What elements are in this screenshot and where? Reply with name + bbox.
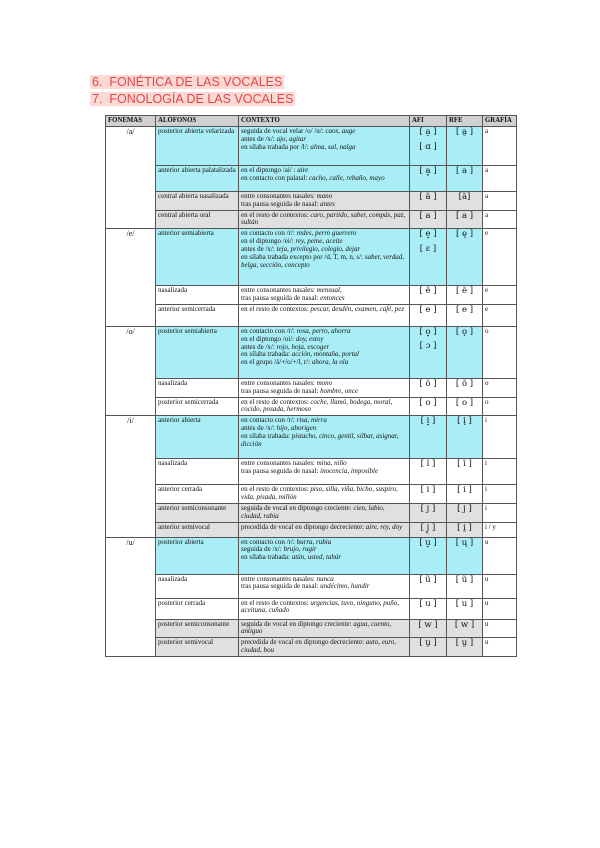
rfe-cell: [ ũ ] bbox=[447, 574, 483, 598]
contexto-examples: hijo, aborigen bbox=[276, 424, 317, 433]
rfe-cell: [ ų ] bbox=[447, 537, 483, 574]
afi-cell bbox=[410, 598, 447, 619]
afi-cell bbox=[410, 416, 447, 459]
contexto-examples: ahora, la ola bbox=[311, 358, 349, 367]
contexto-examples: ajo, agitar bbox=[276, 134, 307, 143]
grafia-cell: e bbox=[483, 229, 517, 286]
alofono-cell: nasalizada bbox=[156, 378, 239, 397]
grafia-cell: i bbox=[483, 459, 517, 485]
afi-cell bbox=[410, 619, 447, 638]
grafia-cell: a bbox=[483, 210, 517, 229]
alofono-cell: posterior abierta velarizada bbox=[156, 127, 239, 166]
header-fonemas: FONEMAS bbox=[106, 116, 156, 127]
contexto-line bbox=[241, 639, 407, 655]
grafia-cell: u bbox=[483, 537, 517, 574]
contexto-cell bbox=[239, 503, 410, 522]
contexto-examples: auto, euro, ciudad, bou bbox=[241, 638, 397, 655]
contexto-rule: tras pausa seguida de nasal: bbox=[241, 294, 321, 303]
contexto-cell bbox=[239, 192, 410, 211]
contexto-examples: mono bbox=[316, 378, 333, 387]
contexto-rule: en el resto de contextos: bbox=[241, 485, 311, 494]
contexto-cell bbox=[239, 416, 410, 459]
contexto-line bbox=[241, 621, 407, 637]
afi-symbol: [ ã ] bbox=[419, 192, 437, 202]
fonema-cell: /a/ bbox=[106, 127, 156, 229]
rfe-cell: [ a ] bbox=[447, 166, 483, 192]
contexto-examples: aire bbox=[297, 166, 309, 174]
grafia-cell: a bbox=[483, 192, 517, 211]
alofono-cell: central abierta nasalizada bbox=[156, 192, 239, 211]
contexto-examples: entonces bbox=[320, 294, 345, 303]
grafia-cell: u bbox=[483, 638, 517, 657]
heading-fonetica bbox=[90, 74, 295, 91]
heading-text: FONOLOGÍA DE LAS VOCALES bbox=[109, 92, 294, 106]
grafia-cell: i bbox=[483, 485, 517, 504]
afi-symbol: [ u ] bbox=[419, 598, 437, 609]
contexto-line bbox=[241, 524, 407, 532]
contexto-cell bbox=[239, 397, 410, 416]
heading-number: 7. bbox=[92, 92, 103, 106]
contexto-examples: undécimo, hundir bbox=[320, 582, 370, 591]
grafia-cell: a bbox=[483, 127, 517, 166]
contexto-rule: seguida de vocal en diptongo creciente: bbox=[241, 503, 354, 512]
rfe-cell: [ i ] bbox=[447, 485, 483, 504]
header-grafia: GRAFÍA bbox=[483, 116, 517, 127]
contexto-rule: en sílaba trabada por /l/: bbox=[241, 142, 311, 151]
afi-symbol: [ i̞ ] bbox=[420, 416, 436, 427]
grafia-cell: i bbox=[483, 503, 517, 522]
contexto-line bbox=[241, 175, 407, 183]
table-row bbox=[106, 127, 517, 166]
fonema-cell: /o/ bbox=[106, 326, 156, 415]
table-row bbox=[106, 459, 517, 485]
table-row bbox=[106, 638, 517, 657]
contexto-cell bbox=[239, 485, 410, 504]
contexto-examples: aire, rey, doy bbox=[365, 522, 403, 531]
contexto-rule: en el grupo /á/+/o/+/l, r/: bbox=[241, 358, 312, 367]
rfe-cell: [ ę ] bbox=[447, 229, 483, 286]
contexto-examples: nunca bbox=[316, 574, 334, 583]
afi-cell bbox=[410, 229, 447, 286]
contexto-examples: mano bbox=[316, 192, 333, 200]
contexto-rule: en sílaba trabada excepto por /d, T, m, n, s/: bbox=[241, 252, 365, 261]
table-row bbox=[106, 229, 517, 286]
contexto-cell bbox=[239, 166, 410, 192]
contexto-examples: rosa, perro, ahorra bbox=[296, 326, 351, 335]
header-contexto: CONTEXTO bbox=[239, 116, 410, 127]
alofono-cell: posterior semicerrada bbox=[156, 397, 239, 416]
contexto-cell bbox=[239, 210, 410, 229]
contexto-examples: alma, sal, nalga bbox=[310, 142, 356, 151]
alofono-cell: posterior abierta bbox=[156, 537, 239, 574]
contexto-cell bbox=[239, 229, 410, 286]
vowel-phonetics-table bbox=[105, 115, 517, 657]
table-row bbox=[106, 537, 517, 574]
alofono-cell: anterior semivocal bbox=[156, 522, 239, 537]
afi-symbol: [ ɔ ] bbox=[419, 341, 437, 352]
contexto-rule: en el diptongo /ai/ : bbox=[241, 166, 298, 174]
contexto-examples: cien, labio, ciudad, rabia bbox=[241, 503, 385, 520]
contexto-line bbox=[241, 201, 407, 209]
contexto-cell bbox=[239, 638, 410, 657]
grafia-cell: u bbox=[483, 619, 517, 638]
afi-symbol: [ e̞ ] bbox=[419, 229, 437, 240]
contexto-examples: redes, perro guerrero bbox=[296, 229, 357, 238]
header-afi: AFI bbox=[410, 116, 447, 127]
alofono-cell: anterior abierta bbox=[156, 416, 239, 459]
contexto-examples: pescar, desdén, examen, café, pez bbox=[310, 304, 405, 313]
afi-cell bbox=[410, 378, 447, 397]
contexto-cell bbox=[239, 304, 410, 326]
table-row bbox=[106, 574, 517, 598]
afi-cell bbox=[410, 192, 447, 211]
contexto-cell bbox=[239, 537, 410, 574]
rfe-cell: [ j ] bbox=[447, 503, 483, 522]
contexto-rule: en el diptongo /ei/: bbox=[241, 237, 296, 246]
contexto-line bbox=[241, 554, 407, 562]
contexto-examples: mensual, bbox=[316, 286, 342, 295]
contexto-examples: cacho, calle, rebaño, mayo bbox=[309, 173, 385, 182]
rfe-cell: [ã] bbox=[447, 192, 483, 211]
contexto-examples: acción, montaña, portal bbox=[291, 350, 360, 359]
rfe-cell: [ i̯ ] bbox=[447, 522, 483, 537]
contexto-examples: hombre, once bbox=[320, 386, 358, 395]
contexto-rule: en contacto con /r/: bbox=[241, 416, 297, 425]
afi-symbol: [ w ] bbox=[418, 619, 438, 630]
afi-cell bbox=[410, 485, 447, 504]
heading-number: 6. bbox=[92, 75, 103, 89]
contexto-examples: risa, mirra bbox=[296, 416, 327, 425]
afi-symbol: [ j ] bbox=[420, 503, 436, 514]
afi-symbol: [ a ] bbox=[419, 210, 437, 221]
table-row bbox=[106, 485, 517, 504]
contexto-examples: caro, partido, saber, compás, paz, sultán bbox=[241, 210, 406, 227]
alofono-cell: anterior semiabierta bbox=[156, 229, 239, 286]
rfe-cell: [ ẽ ] bbox=[447, 286, 483, 305]
grafia-cell: i bbox=[483, 416, 517, 459]
contexto-line bbox=[241, 399, 407, 415]
table-body bbox=[106, 127, 517, 657]
grafia-cell: e bbox=[483, 304, 517, 326]
afi-symbol: [ ɛ ] bbox=[419, 243, 437, 254]
contexto-rule: en sílaba trabada: bbox=[241, 431, 292, 440]
contexto-line bbox=[241, 254, 407, 270]
contexto-line bbox=[241, 359, 407, 367]
contexto-examples: piso, silla, viña, bicho, suspiro, vida, pisada, millón bbox=[241, 485, 398, 502]
contexto-examples: caos, auge bbox=[325, 127, 356, 135]
contexto-cell bbox=[239, 619, 410, 638]
afi-cell bbox=[410, 638, 447, 657]
contexto-line bbox=[241, 468, 407, 476]
alofono-cell: anterior semiconsonante bbox=[156, 503, 239, 522]
contexto-cell bbox=[239, 378, 410, 397]
afi-symbol: [ o ] bbox=[419, 397, 437, 408]
afi-cell bbox=[410, 127, 447, 166]
afi-symbol: [ ẽ ] bbox=[419, 286, 437, 297]
contexto-examples: doy, estoy bbox=[295, 334, 324, 343]
header-rfe: RFE bbox=[447, 116, 483, 127]
contexto-line bbox=[241, 583, 407, 591]
table-row bbox=[106, 192, 517, 211]
afi-cell bbox=[410, 397, 447, 416]
grafia-cell: e bbox=[483, 286, 517, 305]
table-row bbox=[106, 286, 517, 305]
contexto-rule: en el diptongo /oi/: bbox=[241, 334, 296, 343]
grafia-cell: i / y bbox=[483, 522, 517, 537]
contexto-rule: precedida de vocal en diptongo decreciente: bbox=[241, 638, 366, 647]
contexto-examples: rojo, hoja, escoger bbox=[276, 342, 330, 351]
contexto-rule: antes de /x/: bbox=[241, 244, 277, 253]
contexto-rule: entre consonantes nasales: bbox=[241, 574, 317, 583]
contexto-cell bbox=[239, 522, 410, 537]
grafia-cell: o bbox=[483, 397, 517, 416]
contexto-rule: en sílaba trabada: bbox=[241, 350, 292, 359]
contexto-rule: en sílaba trabada: bbox=[241, 553, 292, 562]
afi-cell bbox=[410, 326, 447, 378]
grafia-cell: o bbox=[483, 378, 517, 397]
table-row bbox=[106, 416, 517, 459]
afi-cell bbox=[410, 304, 447, 326]
table-row bbox=[106, 210, 517, 229]
afi-symbol: [ ɑ ] bbox=[419, 141, 437, 152]
afi-cell bbox=[410, 166, 447, 192]
table-row bbox=[106, 522, 517, 537]
table-row bbox=[106, 326, 517, 378]
afi-symbol: [ ĩ ] bbox=[420, 459, 436, 470]
afi-symbol: [ o̞ ] bbox=[419, 326, 437, 337]
grafia-cell: u bbox=[483, 598, 517, 619]
contexto-examples: antes bbox=[320, 199, 335, 208]
afi-symbol: [ ũ ] bbox=[419, 574, 437, 585]
afi-symbol: [ u̯ ] bbox=[419, 638, 437, 649]
afi-cell bbox=[410, 503, 447, 522]
contexto-examples: burra, rubia bbox=[296, 537, 332, 546]
heading-fonologia bbox=[90, 91, 295, 108]
contexto-rule: antes de /x/: bbox=[241, 342, 277, 351]
grafia-cell: o bbox=[483, 326, 517, 378]
afi-cell bbox=[410, 210, 447, 229]
heading-text: FONÉTICA DE LAS VOCALES bbox=[109, 75, 283, 89]
contexto-rule: precedida de vocal en diptongo decreciente: bbox=[241, 522, 366, 531]
table-row bbox=[106, 304, 517, 326]
contexto-rule: en contacto con palatal: bbox=[241, 173, 310, 182]
contexto-examples: coche, llamó, bodega, moral, cocido, posada, hermoso bbox=[241, 397, 393, 414]
contexto-rule: en el resto de contextos: bbox=[241, 397, 311, 406]
contexto-rule: tras pausa seguida de nasal: bbox=[241, 386, 321, 395]
table-row bbox=[106, 503, 517, 522]
grafia-cell: a bbox=[483, 166, 517, 192]
alofono-cell: nasalizada bbox=[156, 286, 239, 305]
alofono-cell: central abierta oral bbox=[156, 210, 239, 229]
rfe-cell: [ u̯ ] bbox=[447, 638, 483, 657]
rfe-cell: [ į ] bbox=[447, 416, 483, 459]
contexto-rule: entre consonantes nasales: bbox=[241, 192, 317, 200]
alofono-cell: posterior semiabierta bbox=[156, 326, 239, 378]
contexto-line bbox=[241, 295, 407, 303]
contexto-cell bbox=[239, 459, 410, 485]
header-alofonos: ALÓFONOS bbox=[156, 116, 239, 127]
afi-symbol: [ i ] bbox=[420, 485, 436, 496]
contexto-rule: seguida de /x/: bbox=[241, 545, 284, 554]
rfe-cell: [ u ] bbox=[447, 598, 483, 619]
rfe-cell: [ o ] bbox=[447, 397, 483, 416]
contexto-cell bbox=[239, 127, 410, 166]
contexto-rule: antes de /x/: bbox=[241, 134, 277, 143]
alofono-cell: posterior cerrada bbox=[156, 598, 239, 619]
alofono-cell: nasalizada bbox=[156, 574, 239, 598]
table-header-row bbox=[106, 116, 517, 127]
contexto-examples: teja, privilegio, colegio, dejar bbox=[276, 244, 361, 253]
rfe-cell: [ e ] bbox=[447, 304, 483, 326]
contexto-line bbox=[241, 306, 407, 314]
contexto-cell bbox=[239, 574, 410, 598]
contexto-line bbox=[241, 433, 407, 449]
contexto-line bbox=[241, 212, 407, 228]
afi-cell bbox=[410, 286, 447, 305]
contexto-examples: pistacho, cinco, gentil, silbar, asignar, dicción bbox=[241, 431, 399, 448]
table-row bbox=[106, 166, 517, 192]
alofono-cell: anterior cerrada bbox=[156, 485, 239, 504]
contexto-rule: seguida de vocal en diptongo creciente: bbox=[241, 619, 354, 628]
contexto-line bbox=[241, 600, 407, 616]
contexto-examples: urgencias, tuvo, ninguno, puño, aceituna, cuñado bbox=[241, 598, 399, 615]
contexto-rule: tras pausa seguida de nasal: bbox=[241, 199, 321, 208]
alofono-cell: anterior abierta palatalizada bbox=[156, 166, 239, 192]
alofono-cell: anterior semicerrada bbox=[156, 304, 239, 326]
contexto-examples: brujo, rugir bbox=[283, 545, 317, 554]
section-headings bbox=[90, 74, 295, 108]
contexto-examples: atún, usted, tahúr bbox=[291, 553, 342, 562]
alofono-cell: nasalizada bbox=[156, 459, 239, 485]
afi-symbol: [ u̞ ] bbox=[419, 537, 437, 548]
contexto-rule: en contacto con /r/: bbox=[241, 229, 297, 238]
table-row bbox=[106, 598, 517, 619]
table-row bbox=[106, 397, 517, 416]
rfe-cell: [ a ] bbox=[447, 210, 483, 229]
contexto-cell bbox=[239, 286, 410, 305]
contexto-rule: en contacto con /r/: bbox=[241, 537, 297, 546]
fonema-cell: /u/ bbox=[106, 537, 156, 656]
rfe-cell: [ ĩ ] bbox=[447, 459, 483, 485]
contexto-rule: entre consonantes nasales: bbox=[241, 459, 317, 468]
fonema-cell: /e/ bbox=[106, 229, 156, 327]
contexto-examples: mina, niño bbox=[316, 459, 347, 468]
alofono-cell: posterior semivocal bbox=[156, 638, 239, 657]
alofono-cell: posterior semiconsonante bbox=[156, 619, 239, 638]
contexto-examples: agua, cuento, antiguo bbox=[241, 619, 392, 636]
afi-symbol: [ a̠ ] bbox=[419, 127, 437, 137]
afi-cell bbox=[410, 537, 447, 574]
contexto-line bbox=[241, 388, 407, 396]
contexto-rule: tras pausa seguida de nasal: bbox=[241, 582, 321, 591]
contexto-rule: en el resto de contextos: bbox=[241, 210, 311, 219]
contexto-rule: entre consonantes nasales: bbox=[241, 378, 317, 387]
contexto-line bbox=[241, 486, 407, 502]
contexto-line bbox=[241, 144, 407, 152]
afi-cell bbox=[410, 574, 447, 598]
rfe-cell: [ a̰ ] bbox=[447, 127, 483, 166]
contexto-rule: seguida de vocal velar /o/ /u/: bbox=[241, 127, 326, 135]
contexto-examples: saber, verdad, belga, sección, concepto bbox=[241, 252, 404, 269]
rfe-cell: [ w ] bbox=[447, 619, 483, 638]
grafia-cell: u bbox=[483, 574, 517, 598]
table-row bbox=[106, 619, 517, 638]
rfe-cell: [ ǫ ] bbox=[447, 326, 483, 378]
contexto-line bbox=[241, 505, 407, 521]
contexto-rule: en contacto con /r/: bbox=[241, 326, 297, 335]
contexto-rule: en el resto de contextos: bbox=[241, 304, 311, 313]
contexto-cell bbox=[239, 598, 410, 619]
afi-cell bbox=[410, 459, 447, 485]
contexto-examples: rey, peine, aceite bbox=[295, 237, 343, 246]
contexto-rule: antes de /x/: bbox=[241, 424, 277, 433]
table-row bbox=[106, 378, 517, 397]
afi-cell bbox=[410, 522, 447, 537]
fonema-cell: /i/ bbox=[106, 416, 156, 537]
afi-symbol: [ õ ] bbox=[419, 378, 437, 389]
rfe-cell: [ õ ] bbox=[447, 378, 483, 397]
contexto-rule: en el resto de contextos: bbox=[241, 598, 311, 607]
contexto-rule: tras pausa seguida de nasal: bbox=[241, 467, 321, 476]
afi-symbol: [ a̟ ] bbox=[419, 166, 437, 176]
contexto-cell bbox=[239, 326, 410, 378]
contexto-rule: entre consonantes nasales: bbox=[241, 286, 317, 295]
afi-symbol: [ j̯ ] bbox=[420, 522, 436, 533]
contexto-examples: inocencia, imposible bbox=[320, 467, 379, 476]
afi-symbol: [ e ] bbox=[419, 304, 437, 315]
